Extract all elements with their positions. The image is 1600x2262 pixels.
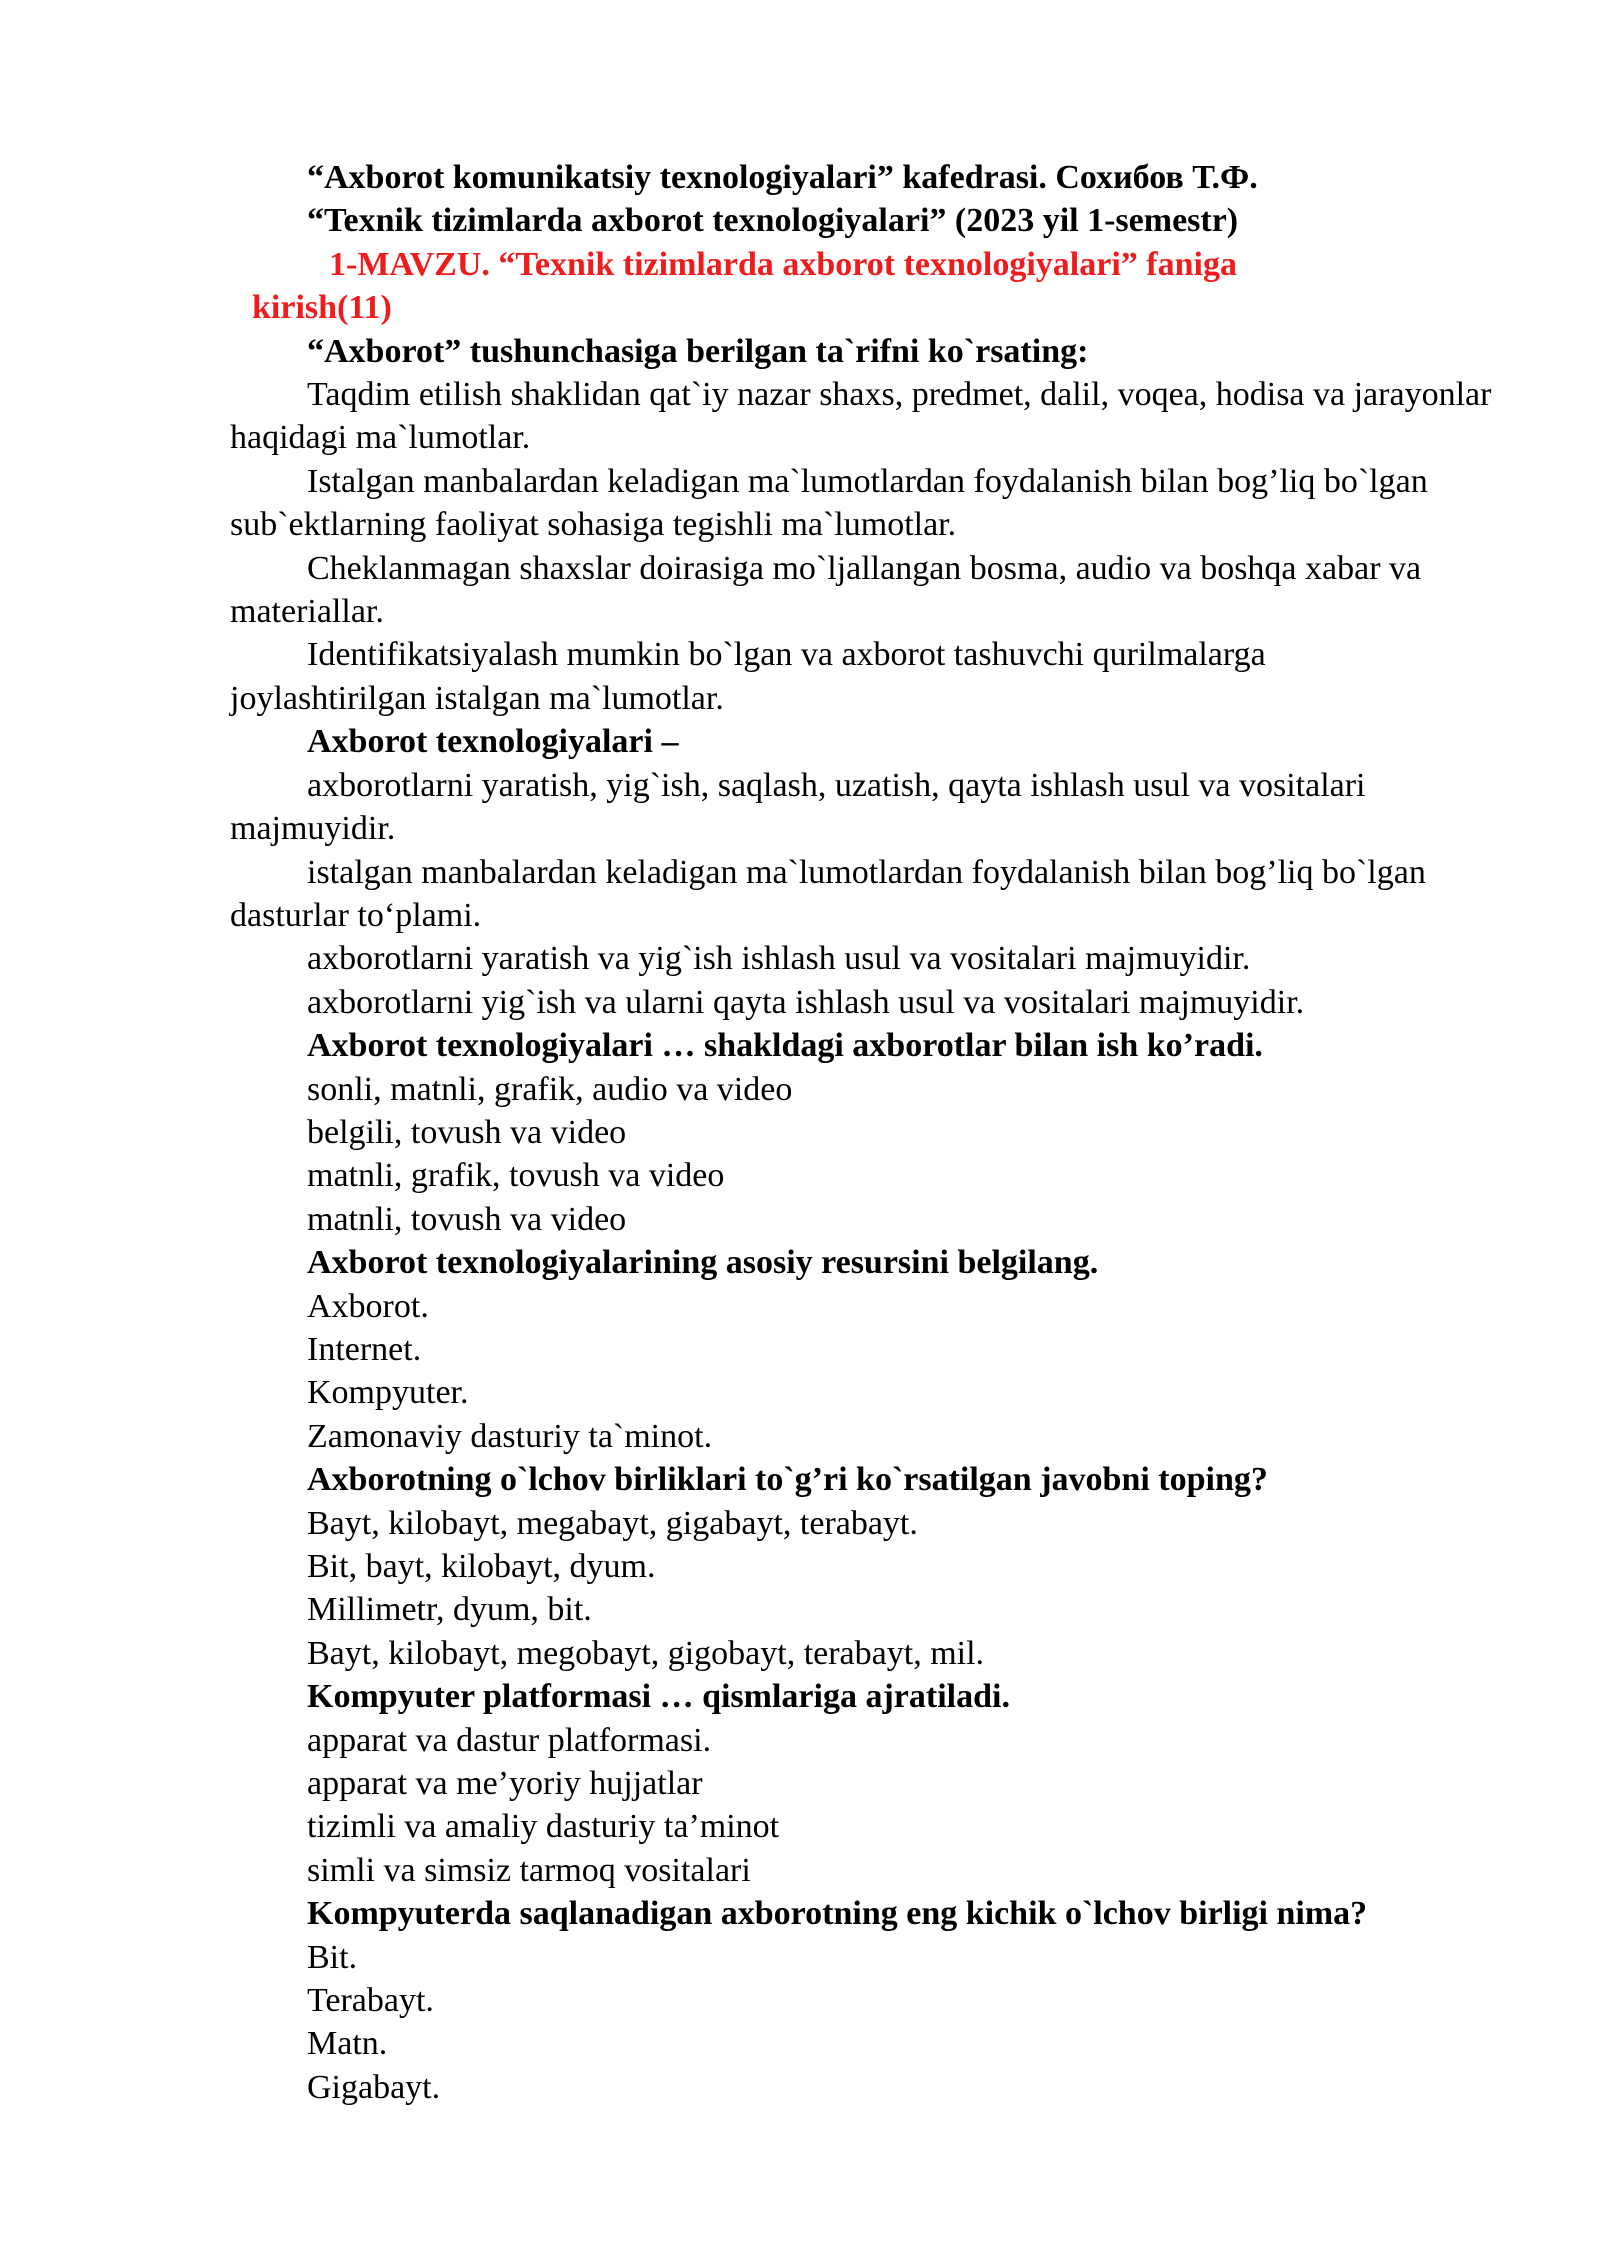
answer-option: Istalgan manbalardan keladigan ma`lumotlardan foydalanish bilan bog’liq bo`lgan sub`ektlarning faoliyat sohasiga tegishli ma`lumotlar.	[230, 462, 1428, 544]
topic-title-line2: kirish(11)	[252, 289, 392, 327]
answer-option: Bayt, kilobayt, megobayt, gigobayt, terabayt, mil.	[307, 1634, 985, 1672]
answer-option: Axborot.	[307, 1287, 429, 1325]
question-title: Kompyuter platformasi … qismlariga ajratiladi.	[307, 1678, 1010, 1716]
question-title: Axborot texnologiyalari … shakldagi axborotlar bilan ish ko’radi.	[307, 1027, 1263, 1065]
answer-option: Matn.	[307, 2025, 388, 2063]
topic-title-line1: 1-MAVZU. “Texnik tizimlarda axborot texnologiyalari” faniga	[329, 245, 1237, 283]
answer-option: Identifikatsiyalash mumkin bo`lgan va axborot tashuvchi qurilmalarga joylashtirilgan istalgan ma`lumotlar.	[230, 636, 1266, 717]
answer-option: simli va simsiz tarmoq vositalari	[307, 1851, 751, 1889]
answer-option: Gigabayt.	[307, 2068, 441, 2106]
question-title: Axborotning o`lchov birliklari to`g’ri ko`rsatilgan javobni toping?	[307, 1461, 1268, 1499]
answer-option: apparat va dastur platformasi.	[307, 1721, 712, 1759]
answer-option: istalgan manbalardan keladigan ma`lumotlardan foydalanish bilan bog’liq bo`lgan dasturlar to‘plami.	[230, 853, 1426, 934]
question-title: Axborot texnologiyalari –	[307, 723, 679, 761]
answer-option: sonli, matnli, grafik, audio va video	[307, 1070, 793, 1108]
answer-option: tizimli va amaliy dasturiy ta’minot	[307, 1808, 780, 1846]
answer-option: axborotlarni yaratish, yig`ish, saqlash, uzatish, qayta ishlash usul va vositalari majmuyidir.	[230, 766, 1366, 848]
answer-option: matnli, tovush va video	[307, 1200, 627, 1238]
question-title: Kompyuterda saqlanadigan axborotning eng kichik o`lchov birligi nima?	[307, 1895, 1368, 1933]
department-line: “Axborot komunikatsiy texnologiyalari” kafedrasi. Сохибов Т.Ф.	[307, 159, 1258, 196]
answer-option: Zamonaviy dasturiy ta`minot.	[307, 1417, 713, 1455]
answer-option: Terabayt.	[307, 1982, 434, 2020]
course-title: “Texnik tizimlarda axborot texnologiyalari” (2023 yil 1-semestr)	[307, 202, 1239, 240]
answer-option: Bit.	[307, 1938, 358, 1976]
answer-option: axborotlarni yaratish va yig`ish ishlash usul va vositalari majmuyidir.	[307, 940, 1251, 978]
answer-option: Internet.	[307, 1330, 422, 1368]
question-title: Axborot texnologiyalarining asosiy resursini belgilang.	[307, 1244, 1099, 1282]
answer-option: Cheklanmagan shaxslar doirasiga mo`ljallangan bosma, audio va boshqa xabar va materiallar.	[230, 549, 1422, 631]
answer-option: Taqdim etilish shaklidan qat`iy nazar shaxs, predmet, dalil, voqea, hodisa va jarayonlar haqidagi ma`lumotlar.	[230, 376, 1492, 457]
answer-option: Millimetr, dyum, bit.	[307, 1591, 592, 1629]
answer-option: apparat va me’yoriy hujjatlar	[307, 1765, 703, 1803]
question-title: “Axborot” tushunchasiga berilgan ta`rifni ko`rsating:	[307, 332, 1089, 370]
answer-option: belgili, tovush va video	[307, 1113, 627, 1151]
answer-option: Kompyuter.	[307, 1374, 469, 1412]
document-page	[230, 156, 1500, 2109]
answer-option: axborotlarni yig`ish va ularni qayta ishlash usul va vositalari majmuyidir.	[307, 983, 1305, 1021]
answer-option: Bayt, kilobayt, megabayt, gigabayt, terabayt.	[307, 1504, 918, 1542]
answer-option: matnli, grafik, tovush va video	[307, 1157, 725, 1195]
answer-option: Bit, bayt, kilobayt, dyum.	[307, 1548, 656, 1585]
